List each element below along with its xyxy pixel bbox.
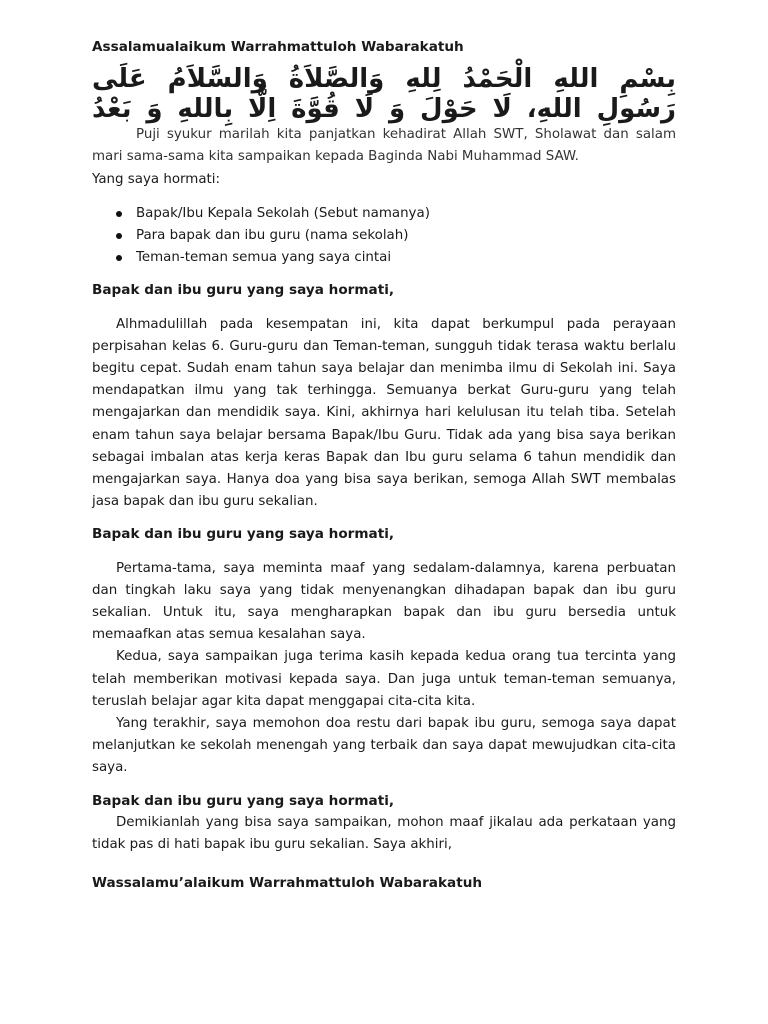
honored-list bbox=[92, 203, 676, 270]
arabic-line-2: رَسُولِ اللهِ، لَا حَوْلَ وَ لَا قُوَّةَ اِلَّا بِاللهِ وَ بَعْدُ bbox=[92, 94, 676, 125]
paragraph-5: Demikianlah yang bisa saya sampaikan, mohon maaf jikalau ada perkataan yang tidak pas di hati bapak ibu guru sekalian. Saya akhiri, bbox=[92, 814, 676, 853]
paragraph-4: Yang terakhir, saya memohon doa restu dari bapak ibu guru, semoga saya dapat melanjutkan ke sekolah menengah yang terbaik dan saya dapat mewujudkan cita-cita saya. bbox=[92, 716, 676, 776]
list-item: Teman-teman semua yang saya cintai bbox=[136, 247, 676, 269]
closing-greeting: Wassalamu’alaikum Warrahmattuloh Wabarakatuh bbox=[92, 875, 483, 892]
paragraph-1: Alhmadulillah pada kesempatan ini, kita dapat berkumpul pada perayaan perpisahan kelas 6. Guru-guru dan Teman-teman, sungguh tidak terasa waktu berlalu begitu cepat. Sudah enam tahun saya belajar dan menimba ilmu di Sekolah ini. Saya mendapatkan ilmu yang tak terhingga. Semuanya berkat Guru-guru yang telah mengajarkan dan mendidik saya. Kini, akhirnya hari kelulusan itu telah tiba. Setelah enam tahun saya belajar bersama Bapak/Ibu Guru. Tidak ada yang bisa saya berikan sebagai imbalan atas kerja keras Bapak dan Ibu guru selama 6 tahun mendidik dan mengajarkan saya. Hanya doa yang bisa saya berikan, semoga Allah SWT membalas jasa bapak dan ibu guru sekalian. bbox=[92, 316, 676, 510]
paragraph-2: Pertama-tama, saya meminta maaf yang sedalam-dalamnya, karena perbuatan dan tingkah laku saya yang tidak menyenangkan dihadapan bapak dan ibu guru sekalian. Untuk itu, saya mengharapkan bapak dan ibu guru bersedia untuk memaafkan atas semua kesalahan saya. bbox=[92, 560, 676, 643]
opening-greeting: Assalamualaikum Warrahmattuloh Wabarakatuh bbox=[92, 39, 464, 55]
honored-label: Yang saya hormati: bbox=[92, 171, 221, 187]
arabic-line-1: بِسْمِ اللهِ الْحَمْدُ لِلهِ وَالصَّلاَةُ وَالسَّلاَمُ عَلَى bbox=[92, 64, 676, 95]
section-heading: Bapak dan ibu guru yang saya hormati, bbox=[92, 792, 395, 809]
intro-paragraph: Puji syukur marilah kita panjatkan kehadirat Allah SWT, Sholawat dan salam mari sama-sama kita sampaikan kepada Baginda Nabi Muhammad SAW. bbox=[92, 127, 676, 165]
list-item: Bapak/Ibu Kepala Sekolah (Sebut namanya) bbox=[136, 203, 676, 225]
section-heading: Bapak dan ibu guru yang saya hormati, bbox=[92, 526, 395, 543]
paragraph-3: Kedua, saya sampaikan juga terima kasih kepada kedua orang tua tercinta yang telah memberikan motivasi kepada saya. Dan juga untuk teman-teman semuanya, teruslah belajar agar kita dapat menggapai cita-cita kita. bbox=[92, 649, 676, 709]
list-item: Para bapak dan ibu guru (nama sekolah) bbox=[136, 225, 676, 247]
section-heading: Bapak dan ibu guru yang saya hormati, bbox=[92, 282, 395, 299]
